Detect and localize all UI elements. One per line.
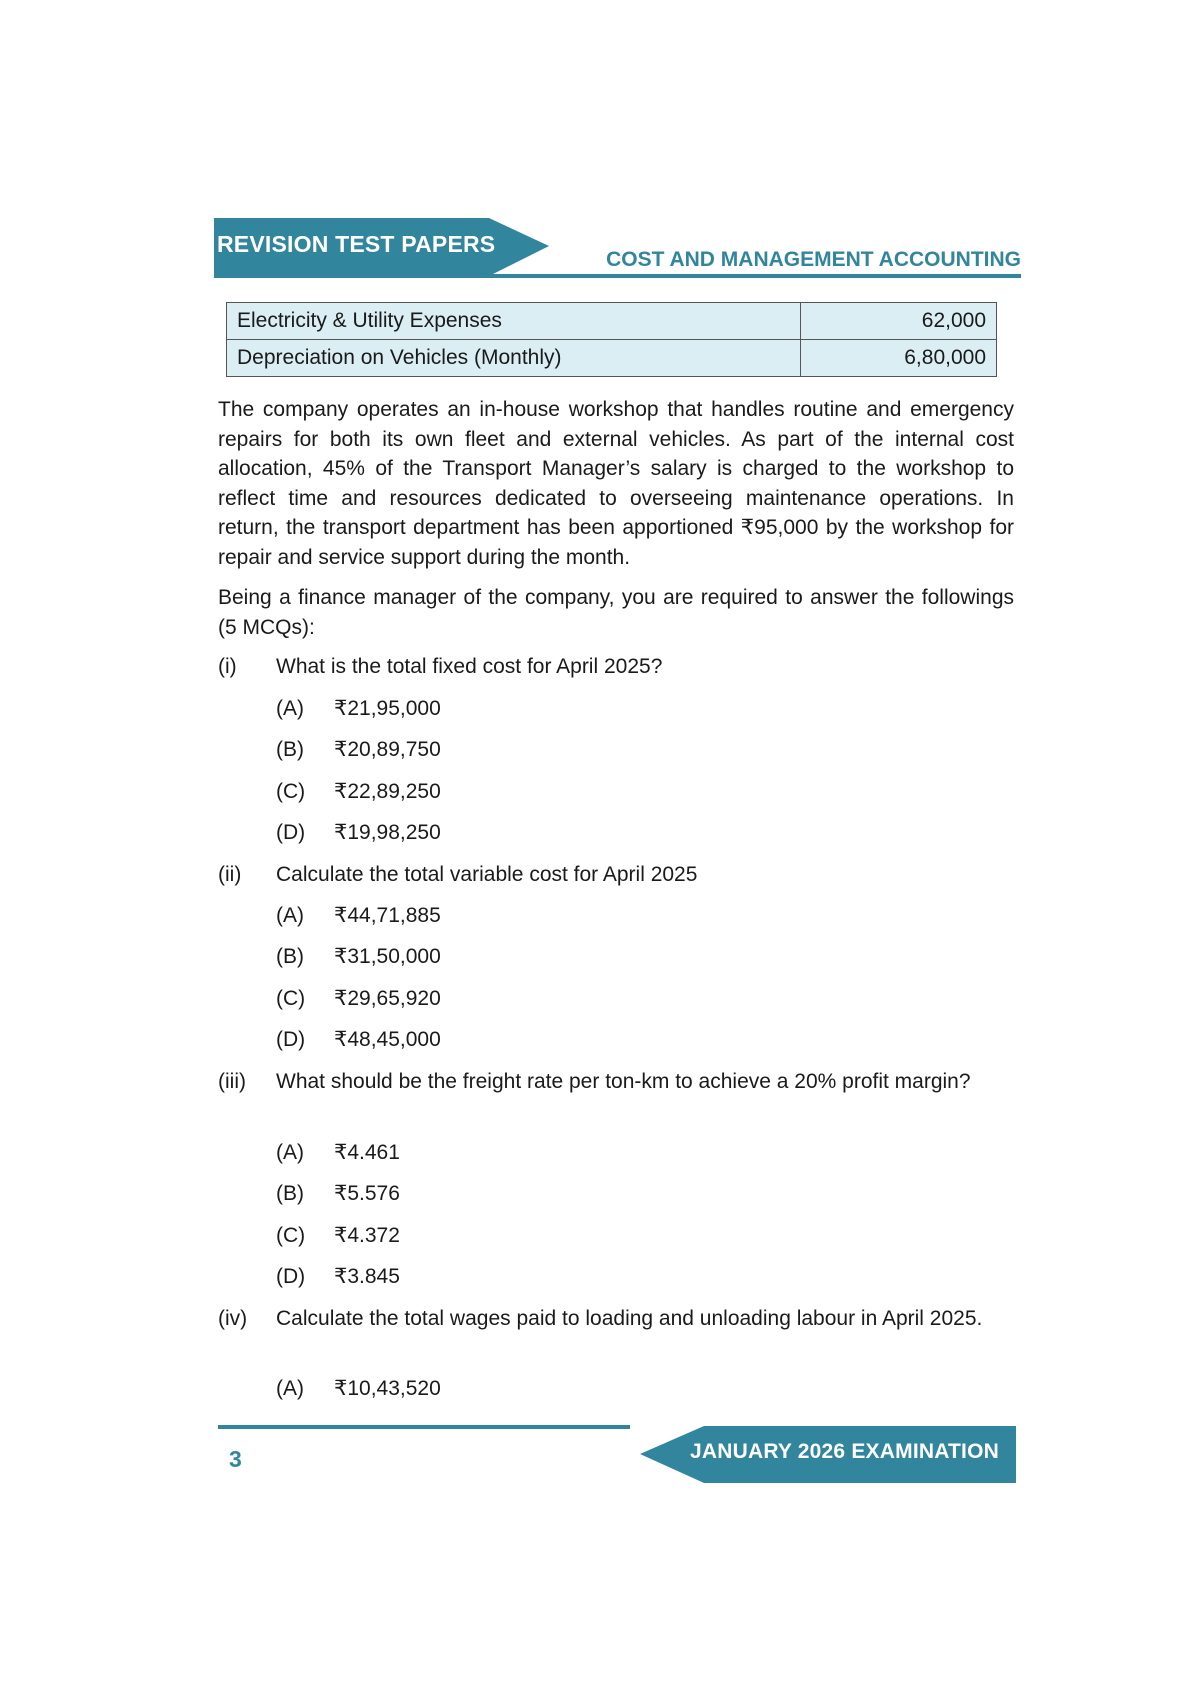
footer-exam-label: JANUARY 2026 EXAMINATION [690, 1440, 999, 1463]
instructions-paragraph: Being a finance manager of the company, you are required to answer the followings (5 MCQs): [218, 586, 1014, 639]
footer-divider [218, 1425, 630, 1429]
question-3 [218, 1067, 1014, 1097]
option-letter: (D) [276, 821, 306, 844]
question-3-option-c [276, 1221, 400, 1251]
table-cell-value: 62,000 [801, 303, 997, 340]
question-1-option-b [276, 735, 441, 765]
header-divider [214, 274, 1021, 278]
table-cell-label: Electricity & Utility Expenses [227, 303, 801, 340]
option-letter: (A) [276, 697, 304, 720]
question-number: (iv) [218, 1307, 248, 1330]
question-text: Calculate the total wages paid to loading and unloading labour in April 2025. [276, 1307, 983, 1330]
option-text: ₹20,89,750 [334, 738, 441, 761]
question-4 [218, 1304, 1014, 1334]
question-3-option-b [276, 1179, 400, 1209]
question-3-option-d [276, 1262, 400, 1292]
option-text: ₹3.845 [334, 1265, 400, 1288]
question-1-option-c [276, 777, 441, 807]
question-text: What should be the freight rate per ton-km to achieve a 20% profit margin? [276, 1070, 971, 1093]
page-number: 3 [229, 1446, 242, 1472]
option-letter: (A) [276, 1141, 304, 1164]
workshop-paragraph: The company operates an in-house workshop that handles routine and emergency repairs for both its own fleet and external vehicles. As part of the internal cost allocation, 45% of the Transport Manager’s salary is charged to the workshop to reflect time and resources dedicated to overseeing maintenance operations. In return, the transport department has been apportioned ₹95,000 by the workshop for repair and service support during the month. [218, 398, 1014, 569]
question-number: (ii) [218, 863, 242, 886]
question-4-option-a [276, 1374, 441, 1404]
option-text: ₹19,98,250 [334, 821, 441, 844]
option-text: ₹4.461 [334, 1141, 400, 1164]
option-text: ₹44,71,885 [334, 904, 441, 927]
cost-table [226, 302, 997, 377]
option-letter: (B) [276, 945, 304, 968]
option-text: ₹5.576 [334, 1182, 400, 1205]
option-letter: (A) [276, 904, 304, 927]
option-letter: (C) [276, 987, 306, 1010]
question-2-option-c [276, 984, 441, 1014]
question-2-option-b [276, 942, 441, 972]
header-subject-title: COST AND MANAGEMENT ACCOUNTING [606, 248, 1021, 271]
question-3-option-a [276, 1138, 400, 1168]
question-2 [218, 860, 1014, 890]
option-text: ₹21,95,000 [334, 697, 441, 720]
header-banner-label: REVISION TEST PAPERS [217, 231, 496, 257]
question-number: (iii) [218, 1070, 246, 1093]
option-text: ₹48,45,000 [334, 1028, 441, 1051]
option-text: ₹31,50,000 [334, 945, 441, 968]
option-text: ₹22,89,250 [334, 780, 441, 803]
option-letter: (D) [276, 1028, 306, 1051]
option-letter: (C) [276, 1224, 306, 1247]
question-2-option-d [276, 1025, 441, 1055]
question-1 [218, 652, 1014, 682]
table-row [227, 340, 997, 377]
option-letter: (B) [276, 738, 304, 761]
question-text: What is the total fixed cost for April 2025? [276, 655, 663, 678]
option-letter: (D) [276, 1265, 306, 1288]
option-text: ₹29,65,920 [334, 987, 441, 1010]
question-2-option-a [276, 901, 441, 931]
table-cell-label: Depreciation on Vehicles (Monthly) [227, 340, 801, 377]
question-number: (i) [218, 655, 237, 678]
option-letter: (C) [276, 780, 306, 803]
option-text: ₹10,43,520 [334, 1377, 441, 1400]
question-1-option-d [276, 818, 441, 848]
table-cell-value: 6,80,000 [801, 340, 997, 377]
option-letter: (A) [276, 1377, 304, 1400]
question-1-option-a [276, 694, 441, 724]
option-letter: (B) [276, 1182, 304, 1205]
question-text: Calculate the total variable cost for April 2025 [276, 863, 698, 886]
option-text: ₹4.372 [334, 1224, 400, 1247]
table-row [227, 303, 997, 340]
